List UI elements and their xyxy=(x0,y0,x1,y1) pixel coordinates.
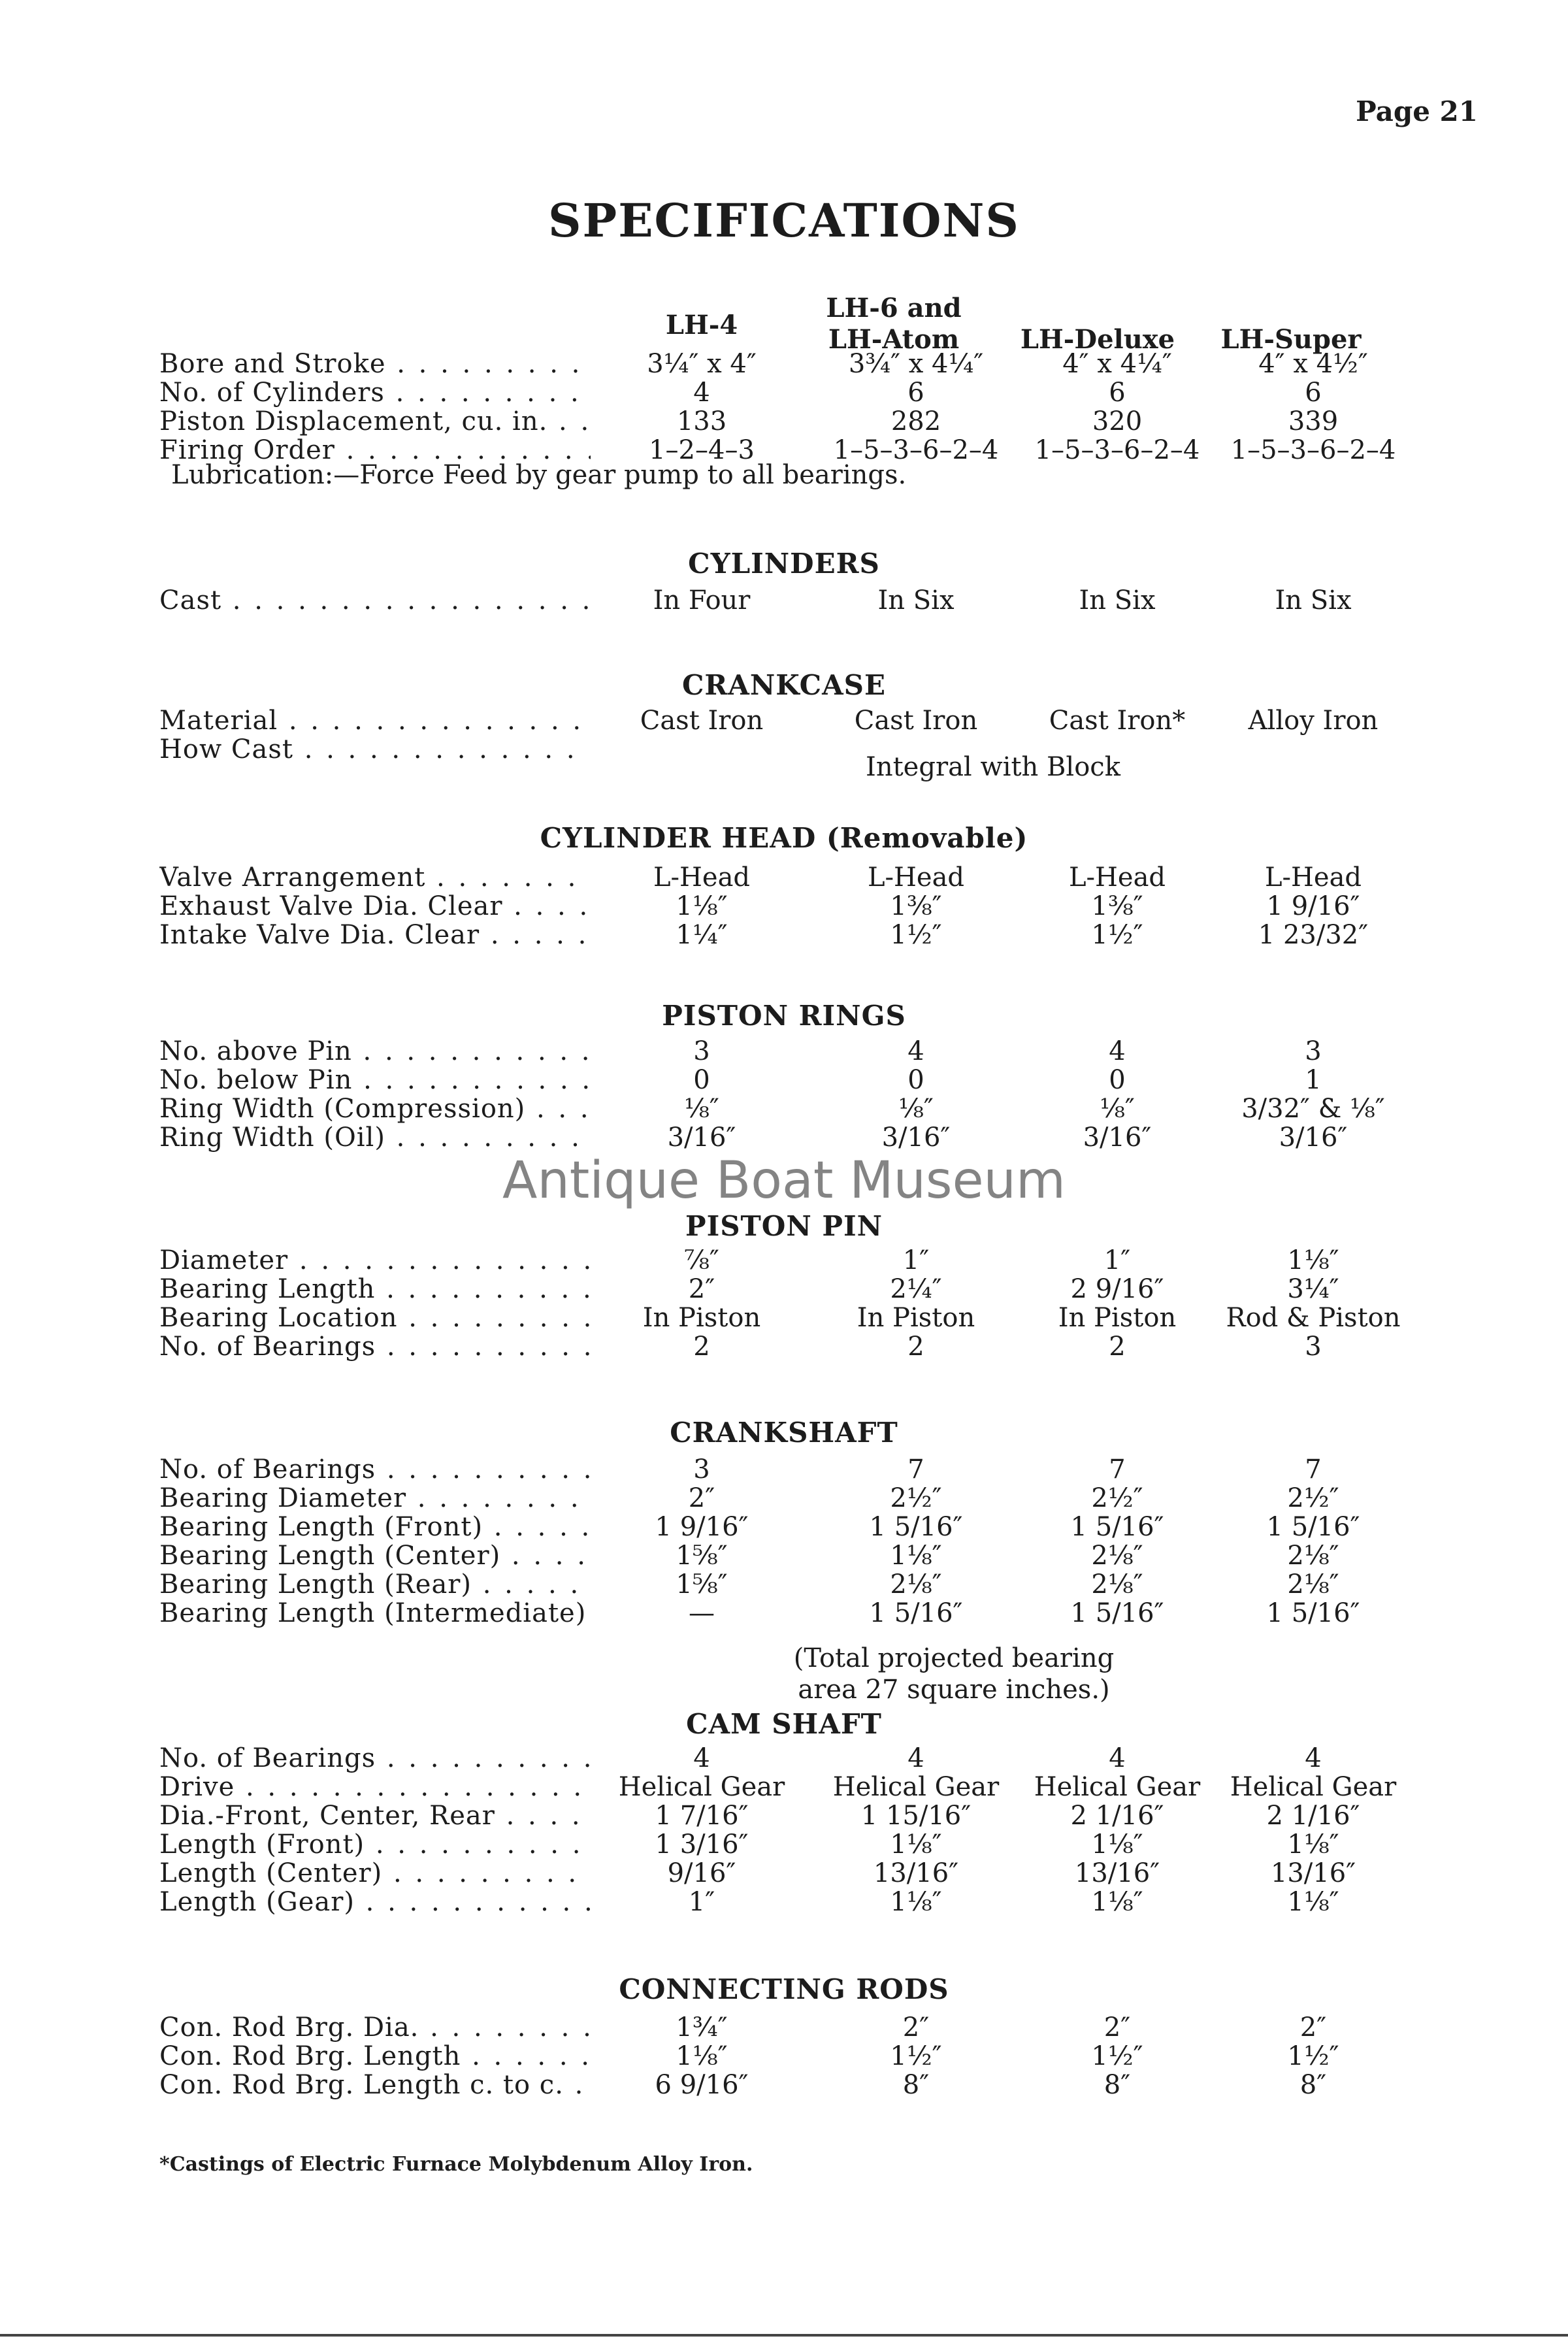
spec-value: 1½″ xyxy=(890,2041,942,2071)
spec-value: 4 xyxy=(1109,1036,1126,1066)
spec-label: Bearing Length . . . xyxy=(159,1274,591,1304)
spec-value: In Piston xyxy=(642,1303,761,1333)
spec-value: 2⅛″ xyxy=(1287,1541,1339,1571)
spec-row xyxy=(159,1512,1401,1542)
spec-label: Exhaust Valve Dia. Clear . . . xyxy=(159,891,591,921)
spec-value: 2 xyxy=(693,1332,710,1362)
spec-label: Valve Arrangement . . . xyxy=(159,862,591,893)
section-title-cylinder-head xyxy=(0,822,1568,854)
spec-value: 3/16″ xyxy=(1083,1123,1152,1153)
spec-value: 4″ x 4½″ xyxy=(1258,349,1368,379)
spec-value: 4 xyxy=(907,1036,924,1066)
spec-row xyxy=(159,920,1401,950)
spec-value: 1⅛″ xyxy=(890,1887,942,1917)
spec-label: Bearing Length (Center) . . . xyxy=(159,1541,591,1571)
spec-row xyxy=(159,378,1401,408)
spec-value: 2″ xyxy=(902,2012,930,2043)
spec-label: Diameter . . . xyxy=(159,1245,591,1275)
model-header-lh4: LH-4 xyxy=(665,310,738,340)
spec-row xyxy=(159,1094,1401,1124)
spec-row xyxy=(159,1123,1401,1153)
spec-value: 1 15/16″ xyxy=(860,1801,972,1831)
spec-row xyxy=(159,585,1401,615)
spec-row xyxy=(159,1483,1401,1513)
spec-value: 2 9/16″ xyxy=(1070,1274,1164,1304)
spec-value: 1–2–4–3 xyxy=(649,435,755,465)
spec-row xyxy=(159,706,1401,736)
spec-value: In Six xyxy=(1079,585,1156,615)
spec-value: 133 xyxy=(676,406,727,436)
spec-value: 3/32″ & ⅛″ xyxy=(1241,1094,1385,1124)
cylinder-head-title: CYLINDER HEAD xyxy=(540,822,817,854)
spec-row xyxy=(159,2041,1401,2071)
spec-value: 1⅝″ xyxy=(676,1569,728,1600)
spec-row xyxy=(159,1743,1401,1773)
spec-value: 3 xyxy=(1305,1036,1322,1066)
spec-value: 1 9/16″ xyxy=(1266,891,1360,921)
model-header-lhdeluxe: LH-Deluxe xyxy=(1020,324,1175,355)
spec-value: 2⅛″ xyxy=(1091,1569,1143,1600)
spec-value: 320 xyxy=(1092,406,1143,436)
spec-value: 13/16″ xyxy=(1270,1858,1356,1888)
section-title-crankshaft: CRANKSHAFT xyxy=(670,1417,898,1449)
spec-value: 1⅛″ xyxy=(890,1541,942,1571)
page-number: Page 21 xyxy=(1356,95,1478,127)
spec-value: Helical Gear xyxy=(1230,1772,1397,1802)
spec-row xyxy=(159,734,1401,764)
spec-value: 7 xyxy=(1109,1454,1126,1485)
spec-value: 2 1/16″ xyxy=(1266,1801,1360,1831)
spec-value: 2½″ xyxy=(1287,1483,1339,1513)
spec-label: Cast . . . xyxy=(159,585,591,615)
spec-value: 4 xyxy=(693,1743,710,1773)
spec-value: 6 9/16″ xyxy=(655,2070,749,2100)
spec-value: 1 5/16″ xyxy=(869,1598,963,1628)
spec-value: ⅞″ xyxy=(684,1245,719,1275)
spec-value: 1¾″ xyxy=(676,2012,728,2043)
spec-value: 1 7/16″ xyxy=(655,1801,749,1831)
spec-value: 1″ xyxy=(902,1245,930,1275)
spec-value: Helical Gear xyxy=(1034,1772,1201,1802)
spec-value: L-Head xyxy=(653,862,751,893)
spec-value: 4 xyxy=(1109,1743,1126,1773)
spec-label: Ring Width (Compression) . . . xyxy=(159,1094,591,1124)
crankcase-note: Integral with Block xyxy=(866,752,1120,782)
spec-value: 1 5/16″ xyxy=(1070,1598,1164,1628)
spec-value: 1 5/16″ xyxy=(1070,1512,1164,1542)
spec-row xyxy=(159,2012,1401,2043)
spec-value: L-Head xyxy=(1068,862,1166,893)
spec-value: 1½″ xyxy=(1091,920,1143,950)
spec-value: 3¼″ x 4″ xyxy=(647,349,757,379)
spec-value: 4 xyxy=(693,378,710,408)
spec-row xyxy=(159,1303,1401,1333)
spec-value: ⅛″ xyxy=(898,1094,934,1124)
spec-value: 1⅜″ xyxy=(890,891,942,921)
spec-value: 3 xyxy=(693,1036,710,1066)
spec-value: 1½″ xyxy=(1287,2041,1339,2071)
spec-row xyxy=(159,1858,1401,1888)
spec-value: 1⅛″ xyxy=(1287,1245,1339,1275)
spec-value: — xyxy=(689,1598,715,1628)
spec-value: ⅛″ xyxy=(684,1094,719,1124)
spec-value: 4 xyxy=(1305,1743,1322,1773)
spec-value: 3 xyxy=(693,1454,710,1485)
spec-value: 1 3/16″ xyxy=(655,1830,749,1860)
spec-value: 2¼″ xyxy=(890,1274,942,1304)
spec-label: How Cast . . . xyxy=(159,734,591,764)
spec-value: 8″ xyxy=(902,2070,930,2100)
spec-row xyxy=(159,406,1401,436)
spec-row xyxy=(159,1569,1401,1600)
spec-value: 1 9/16″ xyxy=(655,1512,749,1542)
section-title-cam-shaft: CAM SHAFT xyxy=(686,1708,882,1740)
footnote: *Castings of Electric Furnace Molybdenum Alloy Iron. xyxy=(159,2153,753,2176)
spec-value: 0 xyxy=(693,1065,710,1095)
spec-label: Bearing Diameter . . . xyxy=(159,1483,591,1513)
spec-value: 0 xyxy=(1109,1065,1126,1095)
spec-value: In Four xyxy=(653,585,751,615)
spec-value: 2½″ xyxy=(1091,1483,1143,1513)
spec-value: In Six xyxy=(1275,585,1352,615)
spec-row xyxy=(159,1830,1401,1860)
model-header-lh6: LH-6 and LH-Atom xyxy=(826,293,962,355)
spec-value: 3/16″ xyxy=(881,1123,951,1153)
spec-row xyxy=(159,1245,1401,1275)
spec-value: 2″ xyxy=(688,1483,715,1513)
spec-value: 2⅛″ xyxy=(1091,1541,1143,1571)
spec-row xyxy=(159,1332,1401,1362)
spec-value: 3¾″ x 4¼″ xyxy=(848,349,984,379)
spec-label: Bearing Location . . . xyxy=(159,1303,591,1333)
spec-value: Cast Iron xyxy=(640,706,764,736)
spec-label: Firing Order . . . xyxy=(159,435,591,465)
spec-label: Length (Gear) . . . xyxy=(159,1887,591,1917)
spec-label: Piston Displacement, cu. in. . . . xyxy=(159,406,591,436)
spec-value: 1⅛″ xyxy=(1287,1887,1339,1917)
section-title-piston-rings: PISTON RINGS xyxy=(662,1000,906,1032)
spec-value: 1 23/32″ xyxy=(1258,920,1369,950)
spec-value: 1⅜″ xyxy=(1091,891,1143,921)
section-title-cylinders: CYLINDERS xyxy=(688,548,880,580)
spec-row xyxy=(159,1801,1401,1831)
spec-row xyxy=(159,1454,1401,1485)
spec-value: Helical Gear xyxy=(832,1772,1000,1802)
spec-value: In Piston xyxy=(1058,1303,1177,1333)
spec-label: No. of Bearings . . . xyxy=(159,1743,591,1773)
spec-value: 1–5–3–6–2–4 xyxy=(1034,435,1200,465)
spec-value: 2 xyxy=(1109,1332,1126,1362)
spec-value: Cast Iron* xyxy=(1049,706,1186,736)
model-header-lhsuper: LH-Super xyxy=(1220,324,1362,355)
spec-value: 6 xyxy=(907,378,924,408)
spec-value: 1½″ xyxy=(1091,2041,1143,2071)
spec-value: 1⅛″ xyxy=(1091,1887,1143,1917)
spec-row xyxy=(159,1598,1401,1628)
spec-value: 6 xyxy=(1109,378,1126,408)
cylinder-head-subtitle: (Removable) xyxy=(826,822,1028,854)
spec-value: 1 xyxy=(1305,1065,1322,1095)
spec-value: 2 xyxy=(907,1332,924,1362)
section-title-crankcase: CRANKCASE xyxy=(681,669,887,701)
spec-label: Ring Width (Oil) . . . xyxy=(159,1123,591,1153)
spec-value: 1 5/16″ xyxy=(1266,1598,1360,1628)
spec-value: 3¼″ xyxy=(1287,1274,1339,1304)
spec-row xyxy=(159,1772,1401,1802)
spec-label: Dia.-Front, Center, Rear . . . xyxy=(159,1801,591,1831)
spec-value: 3/16″ xyxy=(1279,1123,1348,1153)
spec-label: Drive . . . xyxy=(159,1772,591,1802)
spec-value: 282 xyxy=(890,406,941,436)
spec-label: No. above Pin . . . xyxy=(159,1036,591,1066)
spec-row xyxy=(159,1065,1401,1095)
spec-label: No. of Cylinders . . . xyxy=(159,378,591,408)
spec-row xyxy=(159,349,1401,379)
spec-value: 1–5–3–6–2–4 xyxy=(1230,435,1396,465)
section-title-connecting-rods: CONNECTING RODS xyxy=(619,1973,949,2005)
spec-row xyxy=(159,1541,1401,1571)
watermark-text: Antique Boat Museum xyxy=(502,1151,1066,1210)
spec-value: 3 xyxy=(1305,1332,1322,1362)
spec-value: 1–5–3–6–2–4 xyxy=(833,435,999,465)
spec-value: Helical Gear xyxy=(618,1772,785,1802)
spec-value: 13/16″ xyxy=(1074,1858,1160,1888)
spec-value: 1 5/16″ xyxy=(1266,1512,1360,1542)
spec-label: No. below Pin . . . xyxy=(159,1065,591,1095)
spec-value: 1½″ xyxy=(890,920,942,950)
spec-value: ⅛″ xyxy=(1100,1094,1135,1124)
spec-value: 1⅛″ xyxy=(890,1830,942,1860)
spec-row xyxy=(159,1036,1401,1066)
crankshaft-note: (Total projected bearing area 27 square inches.) xyxy=(793,1643,1115,1705)
spec-value: 1″ xyxy=(688,1887,715,1917)
spec-value: 1 5/16″ xyxy=(869,1512,963,1542)
spec-value: 2″ xyxy=(688,1274,715,1304)
spec-label: Bore and Stroke . . . xyxy=(159,349,591,379)
spec-value: 1⅝″ xyxy=(676,1541,728,1571)
spec-row xyxy=(159,862,1401,893)
spec-label: Con. Rod Brg. Length . . . xyxy=(159,2041,591,2071)
spec-label: Bearing Length (Intermediate) xyxy=(159,1598,587,1628)
spec-label: Bearing Length (Rear) . . . xyxy=(159,1569,591,1600)
page-title: SPECIFICATIONS xyxy=(548,193,1020,248)
spec-label: Material . . . xyxy=(159,706,591,736)
spec-row xyxy=(159,1274,1401,1304)
spec-value: 1⅛″ xyxy=(676,2041,728,2071)
spec-value: 2″ xyxy=(1299,2012,1327,2043)
spec-row xyxy=(159,891,1401,921)
spec-value: 1⅛″ xyxy=(676,891,728,921)
spec-value: 1⅛″ xyxy=(1091,1830,1143,1860)
spec-value: 0 xyxy=(907,1065,924,1095)
spec-value: L-Head xyxy=(1264,862,1362,893)
spec-value: Alloy Iron xyxy=(1248,706,1379,736)
spec-value: 3/16″ xyxy=(667,1123,736,1153)
spec-value: 7 xyxy=(907,1454,924,1485)
spec-value: 2″ xyxy=(1103,2012,1131,2043)
spec-label: Bearing Length (Front) . . . xyxy=(159,1512,591,1542)
spec-label: Con. Rod Brg. Dia. . . . xyxy=(159,2012,591,2043)
spec-value: 2½″ xyxy=(890,1483,942,1513)
spec-value: 6 xyxy=(1305,378,1322,408)
lubrication-line: Lubrication:—Force Feed by gear pump to all bearings. xyxy=(171,460,907,490)
spec-value: Cast Iron xyxy=(854,706,978,736)
spec-value: Rod & Piston xyxy=(1226,1303,1401,1333)
spec-value: 2 1/16″ xyxy=(1070,1801,1164,1831)
spec-value: 9/16″ xyxy=(667,1858,736,1888)
spec-value: In Six xyxy=(877,585,955,615)
spec-label: No. of Bearings . . . xyxy=(159,1454,591,1485)
spec-value: 4″ x 4¼″ xyxy=(1062,349,1172,379)
spec-value: 1⅛″ xyxy=(1287,1830,1339,1860)
spec-label: Intake Valve Dia. Clear . . . xyxy=(159,920,591,950)
spec-value: L-Head xyxy=(867,862,965,893)
spec-value: 4 xyxy=(907,1743,924,1773)
spec-label: No. of Bearings . . . xyxy=(159,1332,591,1362)
spec-value: 2⅛″ xyxy=(890,1569,942,1600)
spec-value: 8″ xyxy=(1103,2070,1131,2100)
spec-label: Length (Center) . . . xyxy=(159,1858,591,1888)
spec-value: 2⅛″ xyxy=(1287,1569,1339,1600)
spec-value: 8″ xyxy=(1299,2070,1327,2100)
bottom-edge-line xyxy=(0,2334,1568,2337)
spec-value: In Piston xyxy=(857,1303,975,1333)
spec-label: Con. Rod Brg. Length c. to c. . . . xyxy=(159,2070,591,2100)
spec-value: 13/16″ xyxy=(873,1858,959,1888)
spec-row xyxy=(159,1887,1401,1917)
spec-value: 1″ xyxy=(1103,1245,1131,1275)
spec-value: 1¼″ xyxy=(676,920,728,950)
spec-value: 7 xyxy=(1305,1454,1322,1485)
spec-value: 339 xyxy=(1288,406,1339,436)
spec-label: Length (Front) . . . xyxy=(159,1830,591,1860)
section-title-piston-pin: PISTON PIN xyxy=(685,1210,883,1242)
spec-row xyxy=(159,2070,1401,2100)
